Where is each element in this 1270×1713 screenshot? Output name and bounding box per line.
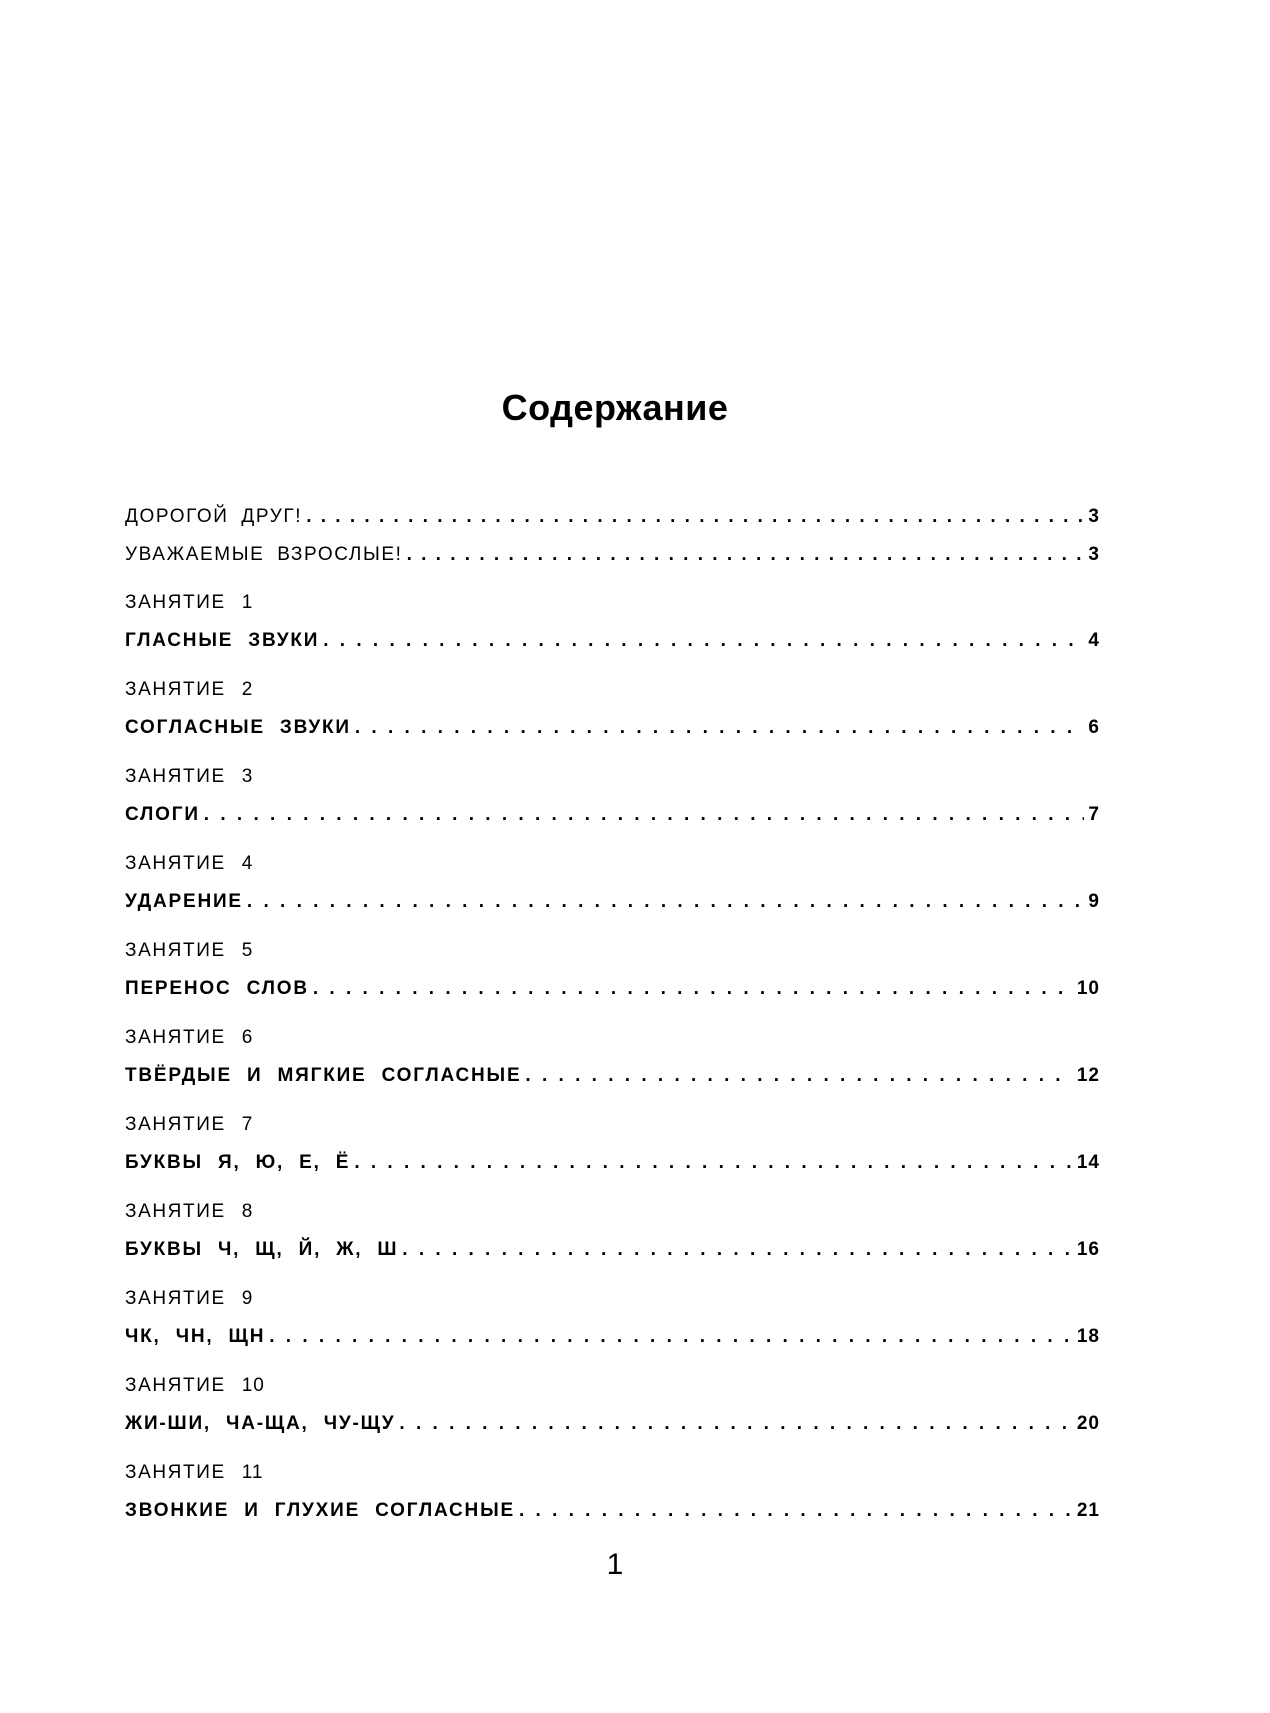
toc-entry-lesson-3[interactable]	[125, 796, 1100, 826]
toc-entry-page: 20	[1076, 1413, 1100, 1434]
toc-entry-label: ЖИ-ШИ, ЧА-ЩА, ЧУ-ЩУ	[125, 1413, 396, 1434]
lesson-heading	[125, 1197, 253, 1223]
lesson-heading	[125, 849, 253, 875]
dot-leader	[306, 506, 1084, 528]
dot-leader	[407, 544, 1085, 566]
toc-entry-page: 3	[1088, 544, 1100, 565]
toc-entry-lesson-1[interactable]	[125, 622, 1100, 652]
toc-entry-label: ДОРОГОЙ ДРУГ!	[125, 506, 303, 527]
lesson-number: 6	[241, 1027, 254, 1048]
toc-entry-lesson-9[interactable]	[125, 1318, 1100, 1348]
toc-entry-dear-friend[interactable]	[125, 498, 1100, 528]
toc-entry-label: ПЕРЕНОС СЛОВ	[125, 978, 309, 999]
lesson-word: ЗАНЯТИЕ	[125, 1201, 226, 1222]
lesson-heading	[125, 1023, 253, 1049]
dot-leader	[323, 630, 1084, 652]
toc-entry-page: 14	[1076, 1152, 1100, 1173]
lesson-number: 3	[241, 766, 254, 787]
lesson-heading	[125, 675, 253, 701]
dot-leader	[313, 978, 1073, 1000]
lesson-number: 10	[241, 1375, 265, 1396]
lesson-number: 11	[241, 1462, 264, 1483]
dot-leader	[204, 804, 1085, 826]
dot-leader	[525, 1065, 1072, 1087]
toc-entry-label: СОГЛАСНЫЕ ЗВУКИ	[125, 717, 351, 738]
dot-leader	[402, 1239, 1073, 1261]
lesson-word: ЗАНЯТИЕ	[125, 1375, 226, 1396]
lesson-heading	[125, 1371, 265, 1397]
page-number: 1	[606, 1548, 624, 1581]
lesson-number: 7	[241, 1114, 254, 1135]
lesson-word: ЗАНЯТИЕ	[125, 1462, 226, 1483]
toc-entry-page: 16	[1076, 1239, 1100, 1260]
dot-leader	[519, 1500, 1073, 1522]
dot-leader	[269, 1326, 1073, 1348]
dot-leader	[355, 717, 1085, 739]
lesson-number: 1	[241, 592, 254, 613]
lesson-number: 4	[241, 853, 254, 874]
toc-entry-label: УДАРЕНИЕ	[125, 891, 243, 912]
lesson-word: ЗАНЯТИЕ	[125, 940, 226, 961]
toc-entry-page: 3	[1088, 506, 1100, 527]
toc-entry-label: ТВЁРДЫЕ И МЯГКИЕ СОГЛАСНЫЕ	[125, 1065, 522, 1086]
lesson-word: ЗАНЯТИЕ	[125, 853, 226, 874]
lesson-heading	[125, 1284, 253, 1310]
lesson-word: ЗАНЯТИЕ	[125, 592, 226, 613]
dot-leader	[399, 1413, 1072, 1435]
toc-entry-label: ЧК, ЧН, ЩН	[125, 1326, 266, 1347]
toc-entry-page: 9	[1088, 891, 1100, 912]
toc-entry-lesson-6[interactable]	[125, 1057, 1100, 1087]
lesson-heading	[125, 936, 253, 962]
lesson-heading	[125, 1110, 253, 1136]
toc-entry-page: 21	[1076, 1500, 1100, 1521]
toc-entry-page: 7	[1088, 804, 1100, 825]
toc-entry-label: ГЛАСНЫЕ ЗВУКИ	[125, 630, 320, 651]
lesson-number: 9	[241, 1288, 254, 1309]
toc-entry-lesson-2[interactable]	[125, 709, 1100, 739]
dot-leader	[247, 891, 1085, 913]
page-title: Содержание	[501, 387, 729, 428]
lesson-word: ЗАНЯТИЕ	[125, 766, 226, 787]
lesson-number: 5	[241, 940, 254, 961]
toc-entry-page: 6	[1088, 717, 1100, 738]
toc-entry-page: 18	[1076, 1326, 1100, 1347]
toc-entry-label: БУКВЫ Я, Ю, Е, Ё	[125, 1152, 351, 1173]
lesson-word: ЗАНЯТИЕ	[125, 1288, 226, 1309]
toc-entry-lesson-10[interactable]	[125, 1405, 1100, 1435]
lesson-number: 8	[241, 1201, 254, 1222]
toc-entry-lesson-7[interactable]	[125, 1144, 1100, 1174]
toc-entry-label: СЛОГИ	[125, 804, 200, 825]
lesson-heading	[125, 762, 253, 788]
dot-leader	[354, 1152, 1073, 1174]
toc-entry-lesson-11[interactable]	[125, 1492, 1100, 1522]
toc-entry-label: УВАЖАЕМЫЕ ВЗРОСЛЫЕ!	[125, 544, 403, 565]
toc-entry-label: ЗВОНКИЕ И ГЛУХИЕ СОГЛАСНЫЕ	[125, 1500, 515, 1521]
toc-entry-dear-adults[interactable]	[125, 536, 1100, 566]
lesson-word: ЗАНЯТИЕ	[125, 1114, 226, 1135]
toc-entry-page: 10	[1076, 978, 1100, 999]
toc-entry-page: 4	[1088, 630, 1100, 651]
lesson-word: ЗАНЯТИЕ	[125, 1027, 226, 1048]
lesson-heading	[125, 588, 253, 614]
toc-entry-lesson-5[interactable]	[125, 970, 1100, 1000]
lesson-number: 2	[241, 679, 254, 700]
lesson-word: ЗАНЯТИЕ	[125, 679, 226, 700]
toc-entry-page: 12	[1076, 1065, 1100, 1086]
lesson-heading	[125, 1458, 263, 1484]
toc-entry-label: БУКВЫ Ч, Щ, Й, Ж, Ш	[125, 1239, 399, 1260]
toc-entry-lesson-4[interactable]	[125, 883, 1100, 913]
toc-entry-lesson-8[interactable]	[125, 1231, 1100, 1261]
